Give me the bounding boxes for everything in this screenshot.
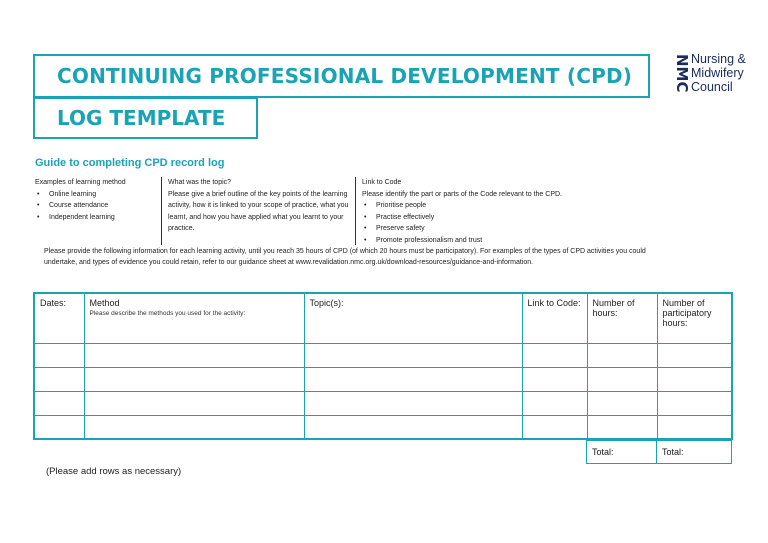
topic-body: Please give a brief outline of the key points of the learning activity, how it is linked to your scope of practice, what you learnt, and how you have applied what you learnt to your practice.	[168, 190, 349, 232]
code-heading: Link to Code	[362, 179, 402, 186]
topic-heading: What was the topic?	[168, 179, 232, 186]
header-hours: Number of hours:	[587, 293, 657, 343]
cell-dates[interactable]	[34, 415, 84, 439]
guide-learning-methods	[35, 177, 155, 223]
nmc-logo-icon	[667, 52, 691, 96]
cell-hours[interactable]	[587, 343, 657, 367]
learning-method-item: • Online learning	[49, 189, 155, 201]
add-rows-note: (Please add rows as necessary)	[46, 466, 182, 477]
code-item: • Prioritise people	[376, 200, 622, 212]
guide-topic	[161, 177, 358, 245]
code-item: • Practise effectively	[376, 212, 622, 224]
cell-topics[interactable]	[304, 391, 522, 415]
cell-topics[interactable]	[304, 343, 522, 367]
cell-method[interactable]	[84, 415, 304, 439]
cell-dates[interactable]	[34, 367, 84, 391]
cell-link-to-code[interactable]	[522, 415, 587, 439]
subtitle-box	[33, 97, 258, 139]
guide-title: Guide to completing CPD record log	[35, 157, 225, 169]
code-item: • Preserve safety	[376, 223, 622, 235]
cell-topics[interactable]	[304, 367, 522, 391]
cell-link-to-code[interactable]	[522, 367, 587, 391]
cell-topics[interactable]	[304, 415, 522, 439]
cell-hours[interactable]	[587, 391, 657, 415]
logo-line-2: Midwifery	[691, 66, 744, 80]
table-row	[34, 415, 732, 439]
cell-participatory-hours[interactable]	[657, 367, 732, 391]
total-participatory-hours[interactable]: Total:	[657, 441, 732, 464]
cell-dates[interactable]	[34, 343, 84, 367]
cell-method[interactable]	[84, 367, 304, 391]
cell-hours[interactable]	[587, 367, 657, 391]
logo-mark-text: NMC	[673, 54, 691, 93]
header-topics: Topic(s):	[304, 293, 522, 343]
cell-participatory-hours[interactable]	[657, 343, 732, 367]
learning-method-item: • Course attendance	[49, 200, 155, 212]
header-link-to-code: Link to Code:	[522, 293, 587, 343]
header-method	[84, 293, 304, 343]
logo-line-3: Council	[691, 80, 733, 94]
header-dates: Dates:	[34, 293, 84, 343]
cpd-log-table	[33, 292, 733, 440]
table-row	[34, 343, 732, 367]
cell-hours[interactable]	[587, 415, 657, 439]
totals-row	[586, 440, 732, 464]
guide-link-to-code	[355, 177, 622, 245]
header-participatory-hours: Number of participatory hours:	[657, 293, 732, 343]
learning-method-item: • Independent learning	[49, 212, 155, 224]
method-hint: Please describe the methods you used for the activity:	[89, 310, 246, 317]
code-item: • Promote professionalism and trust	[376, 235, 622, 247]
logo-line-1: Nursing &	[691, 52, 746, 66]
cell-participatory-hours[interactable]	[657, 415, 732, 439]
learning-methods-heading: Examples of learning method	[35, 179, 126, 186]
table-header-row	[34, 293, 732, 343]
code-body: Please identify the part or parts of the Code relevant to the CPD.	[362, 190, 562, 198]
cell-method[interactable]	[84, 391, 304, 415]
cell-dates[interactable]	[34, 391, 84, 415]
table-row	[34, 367, 732, 391]
cell-link-to-code[interactable]	[522, 391, 587, 415]
cell-method[interactable]	[84, 343, 304, 367]
guide-paragraph: Please provide the following information for each learning activity, until you reach 35 hours of CPD (of which 20 hours must be participatory). For examples of the types of CPD activities you could undertake, and types of evidence you could retain, refer to our guidance sheet at www.revalidation.nmc.org.uk/download-resources/guidance-and-information.	[44, 248, 646, 266]
cell-link-to-code[interactable]	[522, 343, 587, 367]
title-box	[33, 54, 650, 98]
total-hours[interactable]: Total:	[587, 441, 657, 464]
page-title: CONTINUING PROFESSIONAL DEVELOPMENT (CPD)	[57, 64, 633, 88]
table-row	[34, 391, 732, 415]
page-subtitle: LOG TEMPLATE	[57, 106, 226, 130]
nmc-logo	[667, 52, 746, 96]
cell-participatory-hours[interactable]	[657, 391, 732, 415]
method-label: Method	[89, 298, 120, 308]
